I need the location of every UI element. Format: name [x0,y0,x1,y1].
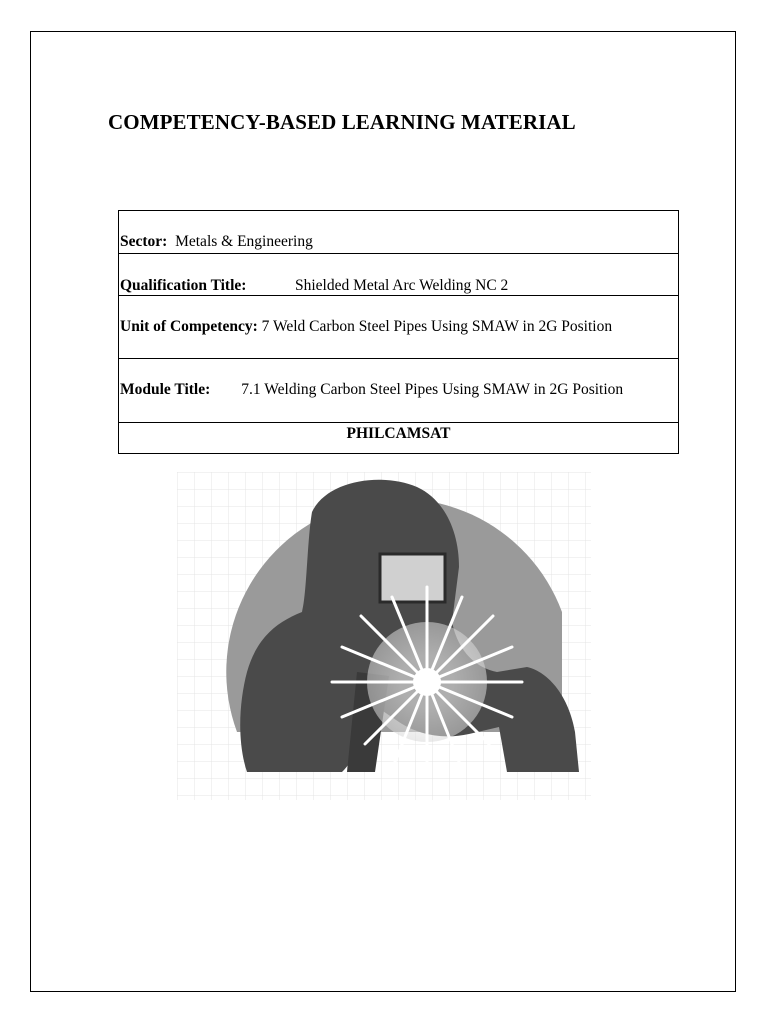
sector-cell [120,232,677,252]
unit-label: Unit of Competency: [120,318,258,335]
qualification-label: Qualification Title: [120,277,247,294]
sector-label: Sector: [120,233,168,250]
helmet-visor [380,554,445,602]
organization-name: PHILCAMSAT [346,425,451,442]
module-cell [120,380,677,400]
table-row-organization [119,423,678,454]
info-table [118,210,679,454]
module-value: 7.1 Welding Carbon Steel Pipes Using SMAW in 2G Position [241,381,624,398]
table-row-qualification [119,254,678,296]
unit-value: 7 Weld Carbon Steel Pipes Using SMAW in 2G Position [261,318,613,335]
qualification-cell [120,276,677,296]
page-title: COMPETENCY-BASED LEARNING MATERIAL [108,110,576,134]
sector-value: Metals & Engineering [175,233,313,250]
table-row-module [119,359,678,423]
module-label: Module Title: [120,381,211,398]
qualification-value: Shielded Metal Arc Welding NC 2 [295,277,509,294]
table-row-sector [119,211,678,254]
unit-cell [120,317,677,337]
table-row-unit [119,296,678,359]
welder-illustration-icon [177,472,591,800]
